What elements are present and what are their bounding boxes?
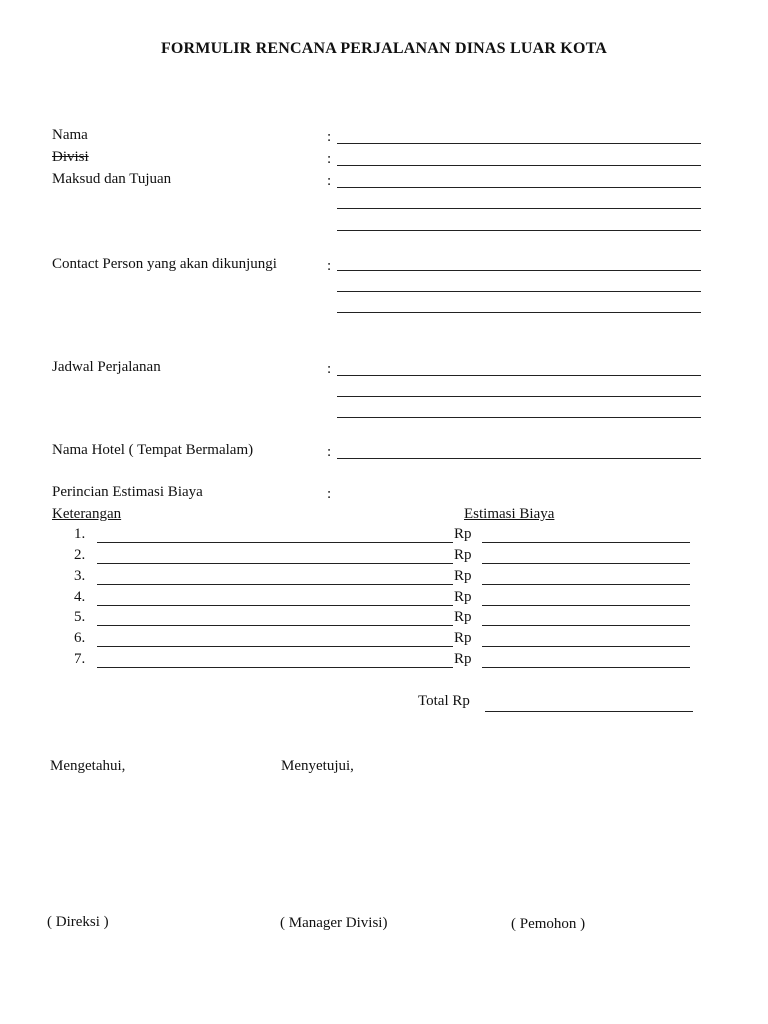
amount-line[interactable] <box>482 667 690 668</box>
colon-contact: : <box>327 258 332 274</box>
row-number: 2. <box>74 547 86 563</box>
input-line-jadwal-2[interactable] <box>337 396 701 397</box>
currency-label: Rp <box>454 526 472 542</box>
currency-label: Rp <box>454 630 472 646</box>
keterangan-line[interactable] <box>97 542 453 543</box>
keterangan-line[interactable] <box>97 584 453 585</box>
input-line-contact-1[interactable] <box>337 270 701 271</box>
amount-line[interactable] <box>482 625 690 626</box>
input-line-jadwal-1[interactable] <box>337 375 701 376</box>
colon-hotel: : <box>327 444 332 460</box>
input-line-hotel[interactable] <box>337 458 701 459</box>
colon-nama: : <box>327 129 332 145</box>
amount-line[interactable] <box>482 542 690 543</box>
column-header-keterangan: Keterangan <box>52 506 122 522</box>
input-line-divisi[interactable] <box>337 165 701 166</box>
keterangan-line[interactable] <box>97 667 453 668</box>
signature-manager: ( Manager Divisi) <box>280 915 388 931</box>
label-contact: Contact Person yang akan dikunjungi <box>52 256 277 272</box>
label-hotel: Nama Hotel ( Tempat Bermalam) <box>52 442 254 458</box>
input-line-maksud-3[interactable] <box>337 230 701 231</box>
signature-direksi: ( Direksi ) <box>47 914 109 930</box>
currency-label: Rp <box>454 609 472 625</box>
label-perincian: Perincian Estimasi Biaya <box>52 484 203 500</box>
row-number: 7. <box>74 651 86 667</box>
keterangan-line[interactable] <box>97 563 453 564</box>
column-header-estimasi: Estimasi Biaya <box>464 506 555 522</box>
row-number: 3. <box>74 568 86 584</box>
keterangan-line[interactable] <box>97 625 453 626</box>
input-line-maksud-2[interactable] <box>337 208 701 209</box>
menyetujui-label: Menyetujui, <box>281 758 354 774</box>
label-nama: Nama <box>52 127 88 143</box>
amount-line[interactable] <box>482 605 690 606</box>
currency-label: Rp <box>454 589 472 605</box>
row-number: 6. <box>74 630 86 646</box>
amount-line[interactable] <box>482 563 690 564</box>
form-title: FORMULIR RENCANA PERJALANAN DINAS LUAR KOTA <box>160 40 608 57</box>
input-line-nama[interactable] <box>337 143 701 144</box>
row-number: 1. <box>74 526 86 542</box>
mengetahui-label: Mengetahui, <box>50 758 126 774</box>
amount-line[interactable] <box>482 584 690 585</box>
total-label: Total Rp <box>418 693 470 709</box>
label-divisi: Divisi <box>52 149 89 165</box>
amount-line[interactable] <box>482 646 690 647</box>
input-line-contact-3[interactable] <box>337 312 701 313</box>
currency-label: Rp <box>454 568 472 584</box>
keterangan-line[interactable] <box>97 605 453 606</box>
signature-pemohon: ( Pemohon ) <box>511 916 586 932</box>
colon-divisi: : <box>327 151 332 167</box>
colon-maksud: : <box>327 173 332 189</box>
currency-label: Rp <box>454 547 472 563</box>
input-line-maksud-1[interactable] <box>337 187 701 188</box>
row-number: 5. <box>74 609 86 625</box>
keterangan-line[interactable] <box>97 646 453 647</box>
row-number: 4. <box>74 589 86 605</box>
colon-perincian: : <box>327 486 332 502</box>
label-jadwal: Jadwal Perjalanan <box>52 359 161 375</box>
label-maksud: Maksud dan Tujuan <box>52 171 172 187</box>
currency-label: Rp <box>454 651 472 667</box>
input-line-contact-2[interactable] <box>337 291 701 292</box>
colon-jadwal: : <box>327 361 332 377</box>
total-amount-line[interactable] <box>485 711 693 712</box>
input-line-jadwal-3[interactable] <box>337 417 701 418</box>
